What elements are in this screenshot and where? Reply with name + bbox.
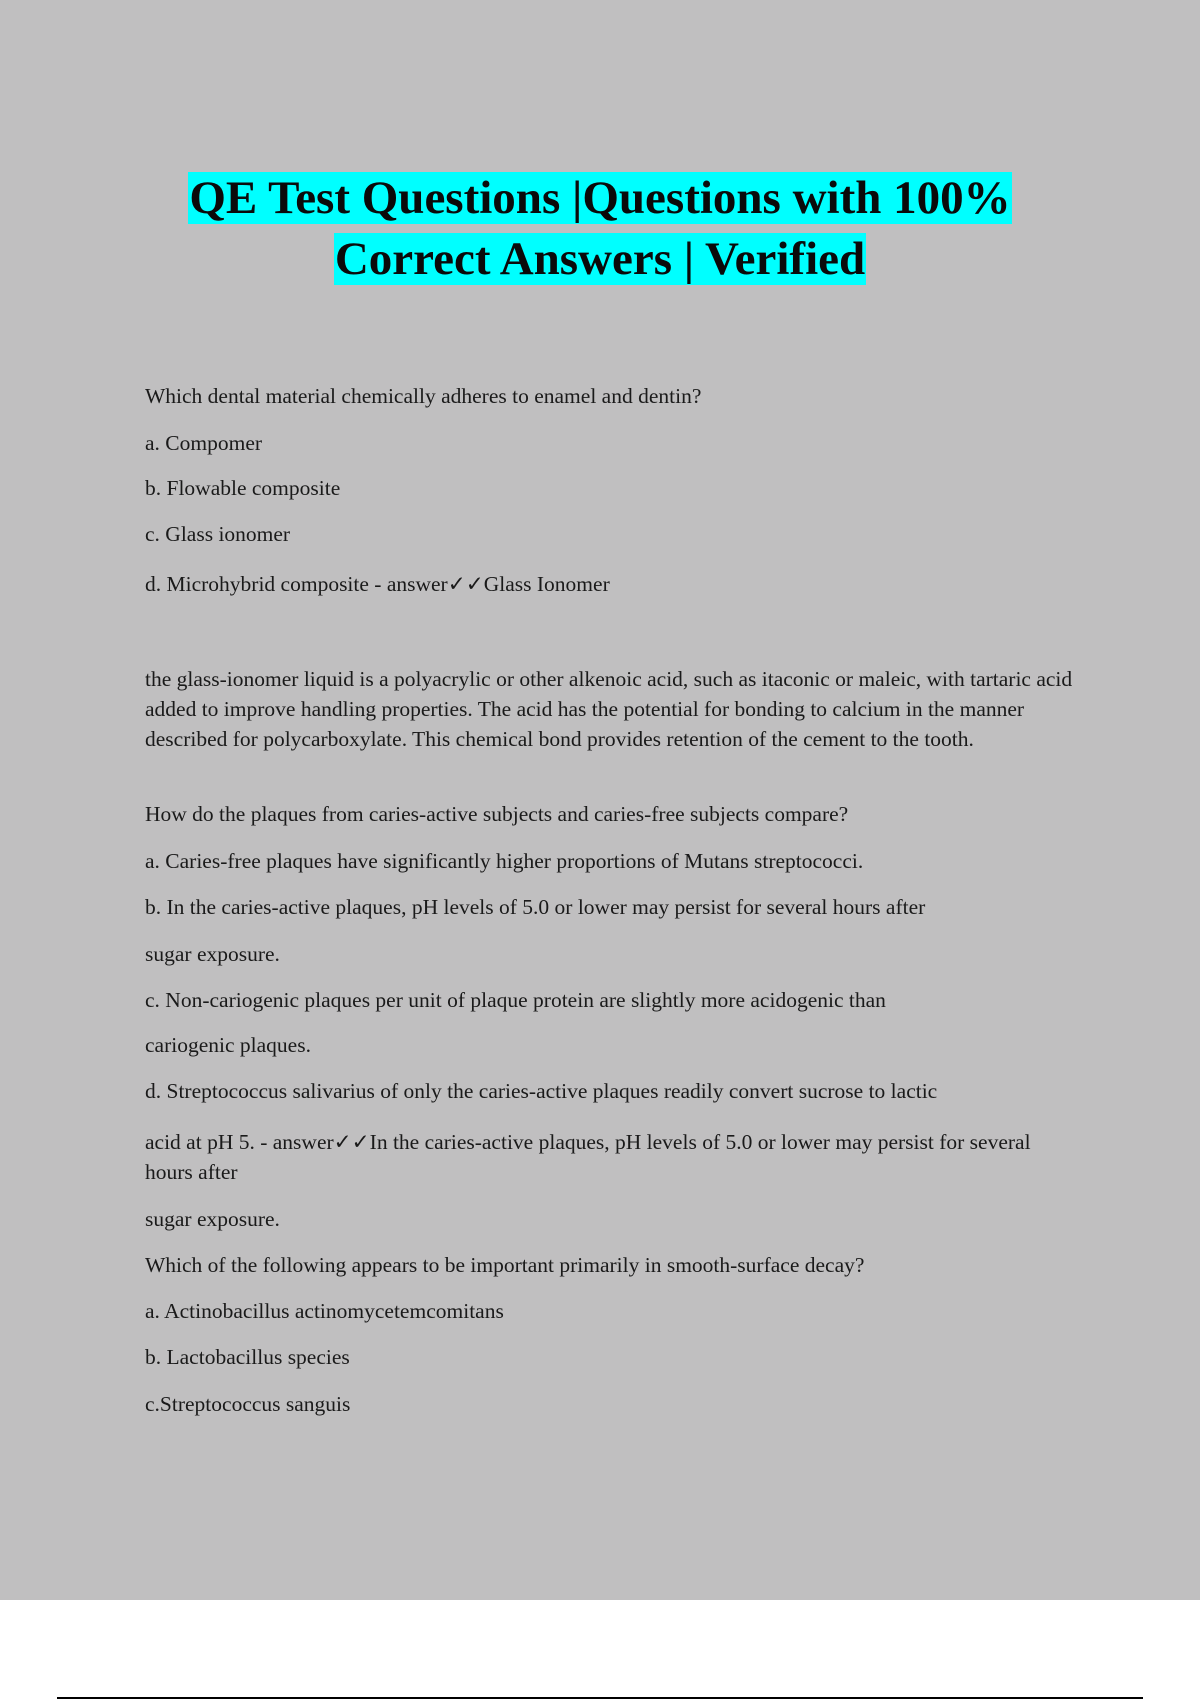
question-1-option-a: a. Compomer bbox=[145, 431, 263, 455]
question-2-answer-cont: sugar exposure. bbox=[145, 1207, 280, 1231]
question-2-text: How do the plaques from caries-active subjects and caries-free subjects compare? bbox=[145, 802, 849, 826]
question-1-option-d-answer: d. Microhybrid composite - answer✓✓Glass Ionomer bbox=[145, 572, 610, 596]
question-1-option-b: b. Flowable composite bbox=[145, 476, 341, 500]
question-2-option-b: b. In the caries-active plaques, pH levels of 5.0 or lower may persist for several hours after bbox=[145, 895, 926, 919]
question-3-option-c: c.Streptococcus sanguis bbox=[145, 1392, 351, 1416]
document-title bbox=[0, 168, 1200, 290]
question-2-option-b-cont: sugar exposure. bbox=[145, 942, 280, 966]
question-3-option-a: a. Actinobacillus actinomycetemcomitans bbox=[145, 1299, 504, 1323]
question-2-option-d-answer: acid at pH 5. - answer✓✓In the caries-active plaques, pH levels of 5.0 or lower may persist for several hours after bbox=[145, 1130, 1031, 1184]
question-2-option-d: d. Streptococcus salivarius of only the caries-active plaques readily convert sucrose to lactic bbox=[145, 1079, 938, 1103]
footer-divider bbox=[57, 1697, 1143, 1699]
question-1-text: Which dental material chemically adheres to enamel and dentin? bbox=[145, 384, 702, 408]
question-2-option-a: a. Caries-free plaques have significantly higher proportions of Mutans streptococci. bbox=[145, 849, 864, 873]
question-2-option-c: c. Non-cariogenic plaques per unit of plaque protein are slightly more acidogenic than bbox=[145, 988, 886, 1012]
title-line-2: Correct Answers | Verified bbox=[334, 233, 866, 285]
question-3-option-b: b. Lactobacillus species bbox=[145, 1345, 350, 1369]
question-1-explanation: the glass-ionomer liquid is a polyacrylic or other alkenoic acid, such as itaconic or maleic, with tartaric acid added to improve handling properties. The acid has the potential for bonding to calcium in the manner described for polycarboxylate. This chemical bond provides retention of the cement to the tooth. bbox=[145, 667, 1073, 751]
title-line-1: QE Test Questions |Questions with 100% bbox=[189, 172, 1011, 224]
question-1-option-c: c. Glass ionomer bbox=[145, 522, 291, 546]
question-3-text: Which of the following appears to be important primarily in smooth-surface decay? bbox=[145, 1253, 865, 1277]
question-2-option-c-cont: cariogenic plaques. bbox=[145, 1033, 311, 1057]
